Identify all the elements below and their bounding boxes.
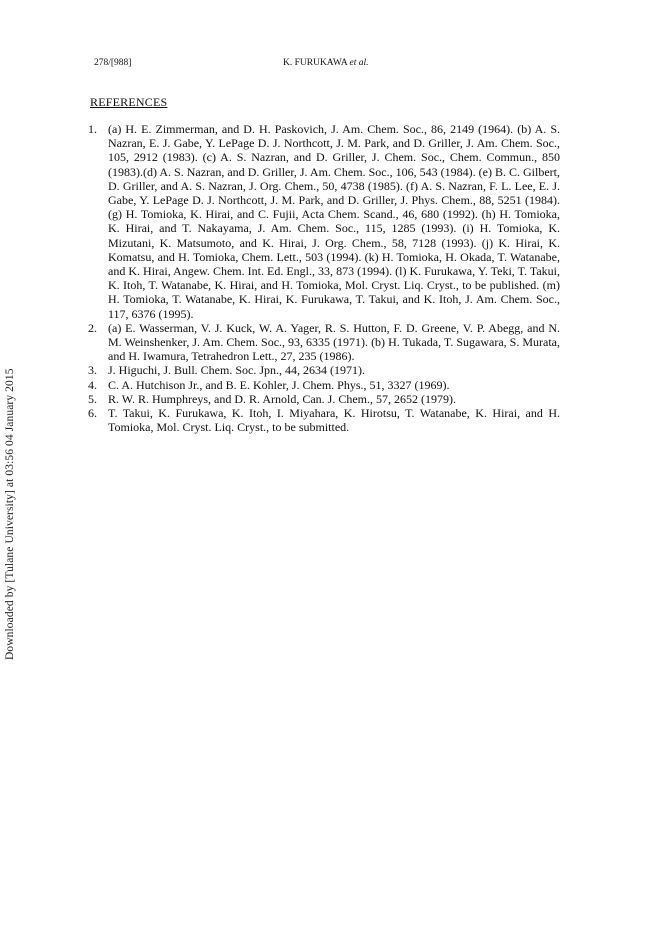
reference-text: R. W. R. Humphreys, and D. R. Arnold, Can. J. Chem., 57, 2652 (1979). (108, 391, 456, 406)
reference-number: 3. (88, 363, 97, 378)
reference-number: 1. (88, 122, 97, 136)
running-title-et-al: et al. (349, 58, 369, 68)
reference-text: C. A. Hutchison Jr., and B. E. Kohler, J. Chem. Phys., 51, 3327 (1969). (108, 377, 450, 392)
reference-text: (a) H. E. Zimmerman, and D. H. Paskovich, J. Am. Chem. Soc., 86, 2149 (1964). (b) A. S. Nazran, E. J. Gabe, Y. LePage D. J. Northcott, J. M. Park, and D. Griller, J. Am. Chem. Soc., 105, 2912 (1983). (c) A. S. Nazran, and D. Griller, J. Chem. Soc., Chem. Commun., 850 (1983).(d) A. S. Nazran, and D. Griller, J. Am. Chem. Soc., 106, 543 (1984). (e) B. C. Gilbert, D. Griller, and A. S. Nazran, J. Org. Chem., 50, 4738 (1985). (f) A. S. Nazran, F. L. Lee, E. J. Gabe, Y. LePage D. J. Northcott, J. M. Park, and D. Griller, J. Phys. Chem., 88, 5251 (1984). (g) H. Tomioka, K. Hirai, and C. Fujii, Acta Chem. Scand., 46, 680 (1992). (h) H. Tomioka, K. Hirai, and T. Nakayama, J. Am. Chem. Soc., 115, 1285 (1993). (i) H. Tomioka, K. Mizutani, K. Matsumoto, and K. Hirai, J. Org. Chem., 58, 7128 (1993). (j) K. Hirai, K. Komatsu, and H. Tomioka, Chem. Lett., 503 (1994). (k) H. Tomioka, H. Okada, T. Watanabe, and K. Hirai, Angew. Chem. Int. Ed. Engl., 33, 873 (1994). (l) K. Furukawa, Y. Teki, T. Takui, K. Itoh, T. Watanabe, K. Hirai, and H. Tomioka, Mol. Cryst. Liq. Cryst., to be published. (m) H. Tomioka, T. Watanabe, K. Hirai, K. Furukawa, T. Takui, and K. Itoh, J. Am. Chem. Soc., 117, 6376 (1995). (108, 122, 560, 321)
reference-text: (a) E. Wasserman, V. J. Kuck, W. A. Yager, R. S. Hutton, F. D. Greene, V. P. Abegg, and N. M. Weinshenker, J. Am. Chem. Soc., 93, 6335 (1971). (b) H. Tukada, T. Sugawara, S. Murata, and H. Iwamura, Tetrahedron Lett., 27, 235 (1986). (108, 320, 560, 364)
reference-item-6 (88, 406, 560, 434)
reference-text: T. Takui, K. Furukawa, K. Itoh, I. Miyahara, K. Hirotsu, T. Watanabe, K. Hirai, and H. Tomioka, Mol. Cryst. Liq. Cryst., to be submitted. (108, 406, 560, 435)
running-title-authors: K. FURUKAWA (283, 58, 348, 68)
download-notice: Downloaded by [Tulane University] at 03:56 04 January 2015 (4, 368, 16, 660)
reference-number: 6. (88, 406, 97, 421)
reference-item-3 (88, 363, 560, 377)
page-number: 278/[988] (94, 58, 132, 68)
references-list (88, 122, 560, 434)
running-title (283, 58, 369, 68)
references-heading: REFERENCES (90, 95, 168, 109)
reference-number: 2. (88, 320, 97, 335)
reference-item-2 (88, 321, 560, 364)
reference-item-1 (88, 122, 560, 321)
reference-item-4 (88, 378, 560, 392)
reference-number: 5. (88, 391, 97, 406)
reference-number: 4. (88, 377, 97, 392)
reference-text: J. Higuchi, J. Bull. Chem. Soc. Jpn., 44, 2634 (1971). (108, 363, 365, 378)
reference-item-5 (88, 392, 560, 406)
